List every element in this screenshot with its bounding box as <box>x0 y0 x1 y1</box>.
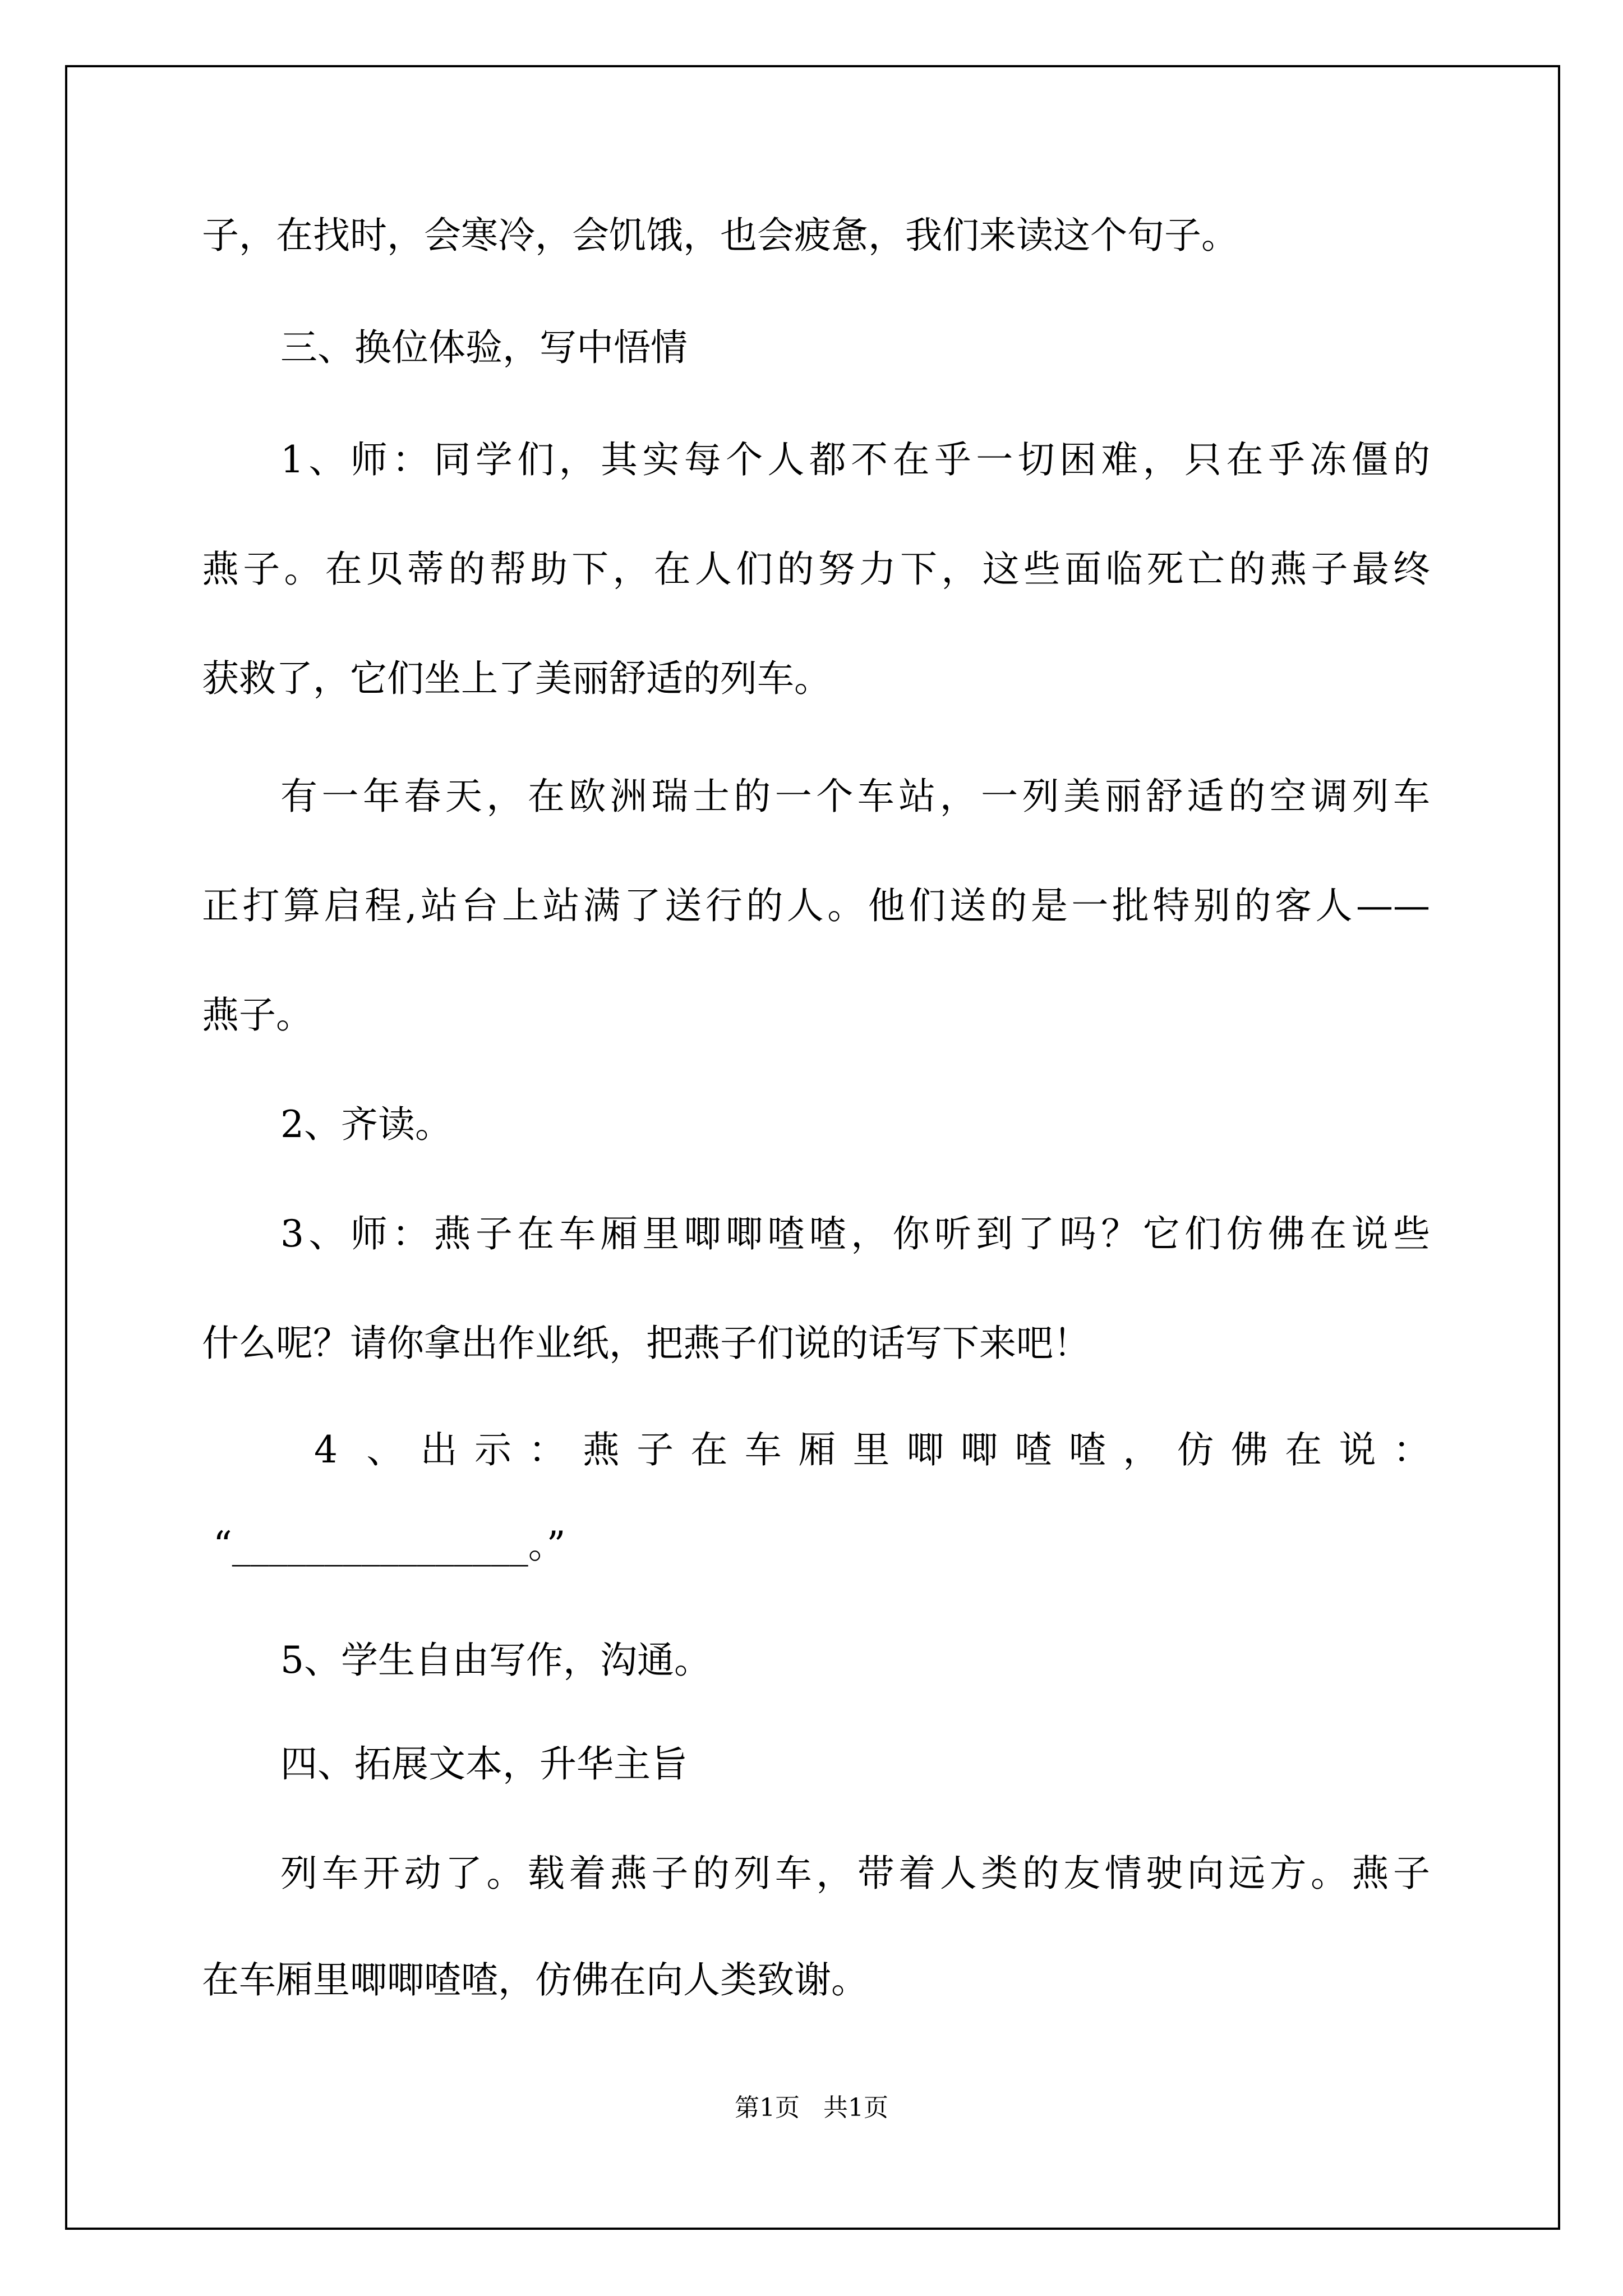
text-line-5: 获救了，它们坐上了美丽舒适的列车。 <box>202 657 831 700</box>
text-line-16: 列车开动了。载着燕子的列车，带着人类的友情驶向远方。燕子 <box>280 1852 1430 1895</box>
text-line-9: 2、齐读。 <box>280 1103 452 1146</box>
text-line-1: 子，在找时，会寒冷，会饥饿，也会疲惫，我们来读这个句子。 <box>202 214 1238 257</box>
text-line-17: 在车厢里唧唧喳喳，仿佛在向人类致谢。 <box>202 1958 868 2001</box>
page-border <box>65 65 1560 2230</box>
blank-quote-line: “________________。” <box>213 1524 566 1567</box>
text-line-14: 5、学生自由写作，沟通。 <box>280 1639 711 1682</box>
text-line-7: 正打算启程,站台上站满了送行的人。他们送的是一批特别的客人—— <box>202 884 1430 927</box>
page-footer: 第1页 共1页 <box>735 2093 888 2122</box>
section-heading-4: 四、拓展文本，升华主旨 <box>280 1742 688 1786</box>
text-line-6: 有一年春天，在欧洲瑞士的一个车站，一列美丽舒适的空调列车 <box>280 775 1430 818</box>
text-line-10: 3、师：燕子在车厢里唧唧喳喳，你听到了吗？它们仿佛在说些 <box>280 1212 1430 1255</box>
text-line-8: 燕子。 <box>202 993 313 1037</box>
text-line-12: 4 、出示：燕子在车厢里唧唧喳喳，仿佛在说： <box>314 1428 1430 1471</box>
section-heading-3: 三、换位体验，写中悟情 <box>280 326 688 369</box>
text-line-11: 什么呢？请你拿出作业纸，把燕子们说的话写下来吧！ <box>202 1322 1090 1365</box>
text-line-4: 燕子。在贝蒂的帮助下，在人们的努力下，这些面临死亡的燕子最终 <box>202 547 1430 591</box>
text-line-3: 1、师：同学们，其实每个人都不在乎一切困难，只在乎冻僵的 <box>280 438 1430 481</box>
